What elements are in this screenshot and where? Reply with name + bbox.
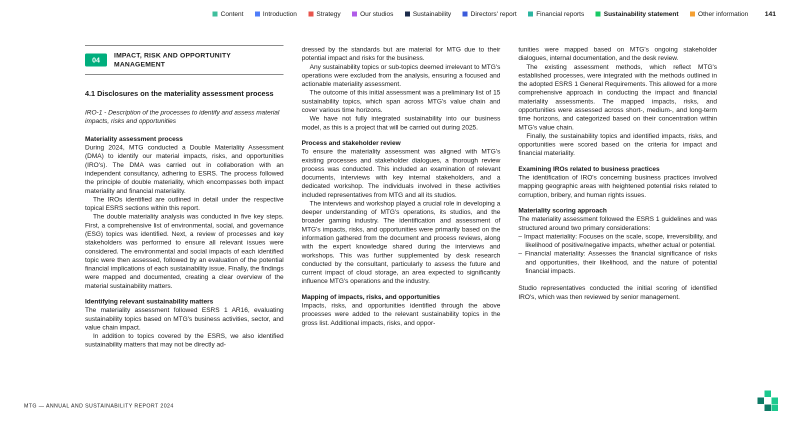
logo-pixel	[765, 391, 772, 398]
column-middle	[302, 45, 501, 349]
body-paragraph: Studio representatives conducted the initial scoring of identified IRO's, which was then reviewed by senior management.	[518, 284, 717, 301]
logo-pixel	[758, 398, 765, 405]
section-title: IMPACT, RISK AND OPPORTUNITY MANAGEMENT	[114, 51, 231, 68]
mtg-logo	[758, 391, 779, 412]
logo-pixel	[772, 405, 779, 412]
body-paragraph: – Financial materiality: Assesses the financial significance of risks and opportunities, their likelihood, and the nature of potential financial impacts.	[518, 249, 717, 275]
nav-color-square-icon	[213, 11, 218, 16]
body-paragraph: tunities were mapped based on MTG's ongoing stakeholder dialogues, internal documentation, and the desk review.	[518, 45, 717, 62]
nav-item-financial-reports[interactable]	[528, 11, 584, 18]
body-paragraph: Any sustainability topics or sub-topics deemed irrelevant to MTG's operations were excluded from the analysis, ensuring a focused and actionable materiality assessment.	[301, 62, 501, 88]
nav-color-square-icon	[352, 11, 357, 16]
nav-item-label: Introduction	[262, 10, 297, 18]
nav-item-label: Other information	[698, 10, 749, 18]
nav-item-label: Directors' report	[470, 10, 517, 18]
body-paragraph: The identification of IRO's concerning business practices involved mapping geographic areas with heightened potential risks related to corruption, bribery, and human rights issues.	[518, 173, 717, 199]
nav-item-label: Content	[220, 10, 244, 18]
nav-item-sustainability-statement[interactable]	[596, 11, 679, 18]
body-paragraph: The double materiality analysis was conducted in five key steps. First, a comprehensive list of environmental, social, and governance (ESG) topics was identified. Next, a review of processes and key stakeholders was performed to ensure all relevant issues were considered. The environmental and social impacts of each identified topic were then assessed, followed by an evaluation of the potential financial implications of each sustainability issue. Finally, the findings were mapped and documented, creating a clear overview of the material sustainability matters.	[85, 212, 284, 290]
body-paragraph: The interviews and workshop played a crucial role in developing a deeper understanding of MTG's operations, its studios, and the broader gaming industry. The identification and assessment of MTG's impacts, risks, and opportunities were primarily based on the information gathered from the document and process reviews, along with the expert knowledge shared during the interviews and workshops. This was further supplemented by desk research conducted by the consultant, particularly to assess the future and current impact of cloud storage, an area expected to significantly influence MTG's operations and the industry.	[301, 199, 501, 285]
top-nav	[213, 10, 776, 18]
nav-item-label: Strategy	[316, 10, 341, 18]
body-paragraph: dressed by the standards but are material for MTG due to their potential impact and risks for the business.	[301, 45, 501, 62]
logo-pixel	[758, 391, 765, 398]
paragraph-heading: Process and stakeholder review	[301, 138, 401, 147]
nav-item-label: Financial reports	[536, 10, 585, 18]
esrs-disclosure-reference: IRO-1 - Description of the processes to identify and assess material impacts, risks and opportunities	[85, 108, 280, 125]
paragraph-heading: Materiality assessment process	[85, 134, 183, 143]
nav-item-label: Our studios	[360, 10, 394, 18]
nav-color-square-icon	[596, 11, 601, 16]
body-paragraph: The materiality assessment followed the ESRS 1 guidelines and was structured around two primary considerations:	[518, 215, 717, 232]
nav-color-square-icon	[690, 11, 695, 16]
body-paragraph: In addition to topics covered by the ESRS, we also identified sustainability matters that may not be directly ad-	[85, 332, 284, 349]
body-paragraph: The outcome of this initial assessment was a preliminary list of 15 sustainability topics, which span across MTG's value chain and cover various time horizons.	[301, 88, 501, 114]
subsection-title: 4.1 Disclosures on the materiality assessment process	[85, 90, 274, 99]
nav-item-other-information[interactable]	[690, 11, 748, 18]
nav-item-content[interactable]	[213, 11, 244, 18]
body-paragraph: The IROs identified are outlined in detail under the respective topical ESRS sections within this report.	[85, 195, 284, 212]
paragraph-heading: Identifying relevant sustainability matters	[85, 297, 214, 305]
nav-color-square-icon	[405, 11, 410, 16]
body-paragraph: The existing assessment methods, which reflect MTG's established processes, were integrated with the methods outlined in the adopted ESRS 1 General Requirements. This allowed for a more comprehensive approach in conducting the impact and financial materiality assessments. The mapped impacts, risks, and opportunities were assessed across short-, medium-, and long-term time horizons, and categorized based on their concentration within MTG's value chain.	[518, 62, 717, 131]
nav-color-square-icon	[528, 11, 533, 16]
body-paragraph: We have not fully integrated sustainability into our business model, as this is a project that will be carried out during 2025.	[301, 114, 501, 131]
nav-item-label: Sustainability statement	[603, 10, 679, 18]
logo-pixel	[758, 405, 765, 412]
nav-item-directors-report[interactable]	[463, 11, 517, 18]
nav-item-label: Sustainability	[412, 10, 452, 18]
nav-color-square-icon	[308, 11, 313, 16]
nav-color-square-icon	[255, 11, 260, 16]
nav-item-sustainability[interactable]	[405, 11, 451, 18]
paragraph-heading: Mapping of impacts, risks, and opportunities	[301, 292, 440, 301]
column-left	[85, 45, 284, 349]
footer-report-title: MTG — ANNUAL AND SUSTAINABILITY REPORT 2024	[24, 403, 174, 409]
logo-pixel	[765, 405, 772, 412]
section-number-badge: 04	[85, 53, 107, 66]
paragraph-heading: Materiality scoring approach	[518, 206, 607, 214]
body-paragraph: During 2024, MTG conducted a Double Materiality Assessment (DMA) to identify our material impacts, risks, and opportunities (IRO's). The DMA was carried out in collaboration with an independent consultancy, adhering to ESRS. The process followed the principle of double materiality, which encompasses both impact materiality and financial materiality.	[85, 143, 284, 195]
column-right	[518, 45, 717, 349]
section-header	[85, 45, 284, 75]
logo-pixel	[765, 398, 772, 405]
body-paragraph: To ensure the materiality assessment was aligned with MTG's existing processes and stakeholder dialogues, a thorough review process was conducted. This included an examination of relevant documents, interviews with key internal stakeholders, and a dedicated workshop. The individuals involved in these activities included representatives from MTG and all its studios.	[301, 147, 501, 199]
body-paragraph: – Impact materiality: Focuses on the scale, scope, irreversibility, and likelihood of positive/negative impacts, whether actual or potential.	[518, 232, 717, 249]
nav-item-introduction[interactable]	[255, 11, 297, 18]
logo-pixel	[772, 398, 779, 405]
page-number: 141	[764, 10, 776, 18]
nav-item-strategy[interactable]	[308, 11, 340, 18]
body-paragraph: Finally, the sustainability topics and identified impacts, risks, and opportunities were scored based on the criteria for impact and financial materiality.	[518, 131, 717, 157]
nav-item-our-studios[interactable]	[352, 11, 393, 18]
logo-pixel	[772, 391, 779, 398]
body-paragraph: The materiality assessment followed ESRS 1 AR16, evaluating sustainability topics based on MTG's business activities, sector, and value chain impact.	[85, 306, 284, 331]
nav-color-square-icon	[463, 11, 468, 16]
page-content	[85, 45, 717, 349]
body-paragraph: Impacts, risks, and opportunities identified through the above processes were added to the relevant sustainability topics in the gross list. Additional impacts, risks, and oppor-	[301, 301, 501, 327]
paragraph-heading: Examining IROs related to business practices	[518, 164, 660, 173]
